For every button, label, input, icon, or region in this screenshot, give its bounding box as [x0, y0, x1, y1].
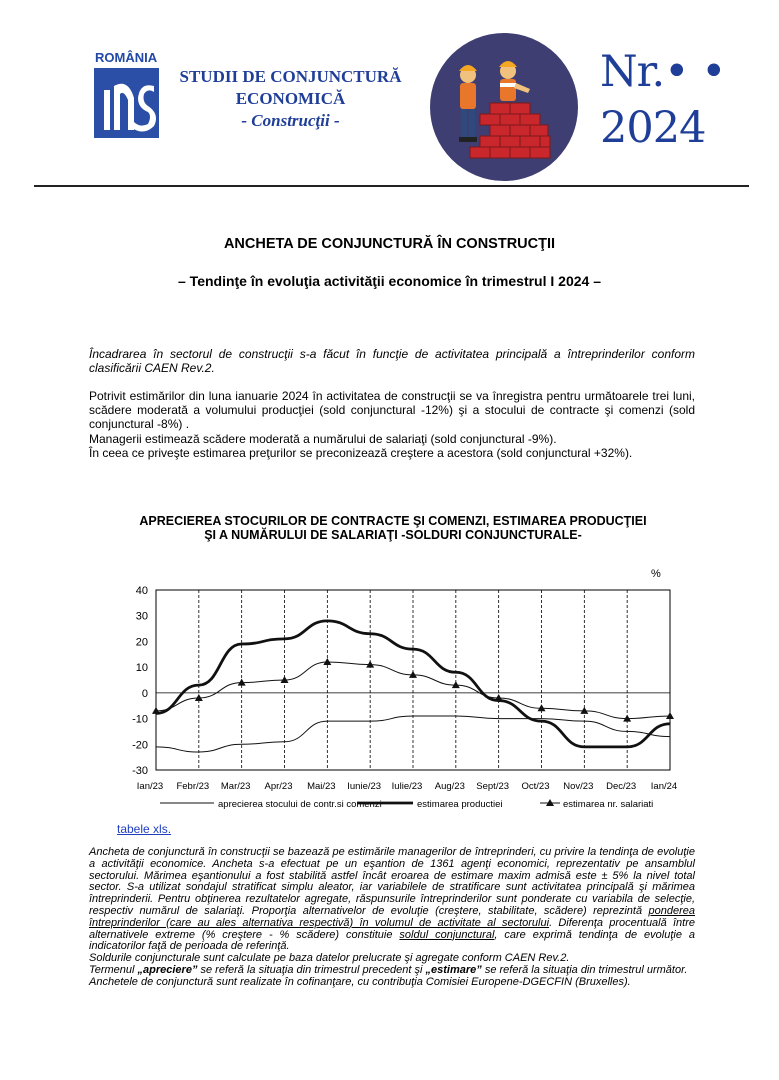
x-tick-label: Dec/23	[606, 781, 637, 792]
note-4: Anchetele de conjunctură sunt realizate în cofinanţare, cu contribuţia Comisiei Europene-DGECFIN (Bruxelles).	[89, 975, 631, 988]
brand-line-3: - Construcţii -	[241, 111, 340, 130]
x-tick-label: Mai/23	[307, 781, 336, 792]
x-tick-label: Ian/23	[136, 781, 164, 792]
paragraph-1: Potrivit estimărilor din luna ianuarie 2024 în activitatea de construcţii se va înregistra pentru următoarele trei luni, scădere moderată a volumului producţiei (sold conjunctural -12%) şi a stocului de contracte şi comenzi (sold conjunctural -8%) .	[89, 389, 695, 431]
y-tick-label: 10	[135, 662, 148, 675]
y-tick-label: -10	[132, 713, 148, 726]
ins-logo	[94, 68, 159, 138]
y-tick-label: 40	[135, 585, 148, 597]
x-tick-label: Oct/23	[521, 781, 550, 792]
note-1-text: Ancheta de conjunctură în construcţii se bazează pe estimările managerilor de întreprinderi, cu privire la tendinţa de evoluţie a activităţii economice. Ancheta s-a efectuat pe un eşantion de 1361 agenţi economici, reprezentativ pe ansamblul sectorului. Mărimea eşantionului a fost stabilită astfel încât eroarea de estimare maxim admisă este ± 5% la nivel total sector. S-a utilizat sondajul stratificat simplu aleator, iar variabilele de stratificare sunt activitatea principală şi mărimea întreprinderii. Pentru obţinerea rezultatelor agregate, răspunsurile întreprinderilor sunt ponderate cu variabila de selecţie, respectiv numărul de salariaţi. Proporţia alternativelor de evoluţie (creştere, stabilitate, scădere) reprezintă	[89, 846, 695, 917]
chart-unit-label: %	[651, 568, 661, 580]
note-1-text-c: , care exprimă tendinţa de evoluţie a indicatorilor faţă de perioada de referinţă.	[89, 928, 695, 953]
note-1-underline: ponderea întreprinderilor (care au ales alternativa respectivă) în volumul de activitate al sectorului	[89, 904, 695, 929]
series-point-marker	[666, 712, 674, 719]
x-tick-label: Ian/24	[650, 781, 678, 792]
legend-label-1: estimarea productiei	[417, 799, 503, 810]
note-1-underline-2: soldul conjunctural	[399, 928, 495, 941]
note-3-term-estimare: „estimare”	[425, 963, 482, 976]
x-tick-label: Mar/23	[220, 781, 251, 792]
note-3-e: se referă la situaţia din trimestrul următor.	[481, 963, 688, 976]
note-3	[89, 965, 695, 977]
series-point-marker	[323, 658, 331, 665]
paragraph-2: Managerii estimează scădere moderată a numărului de salariaţi (sold conjunctural -9%).	[89, 432, 557, 446]
y-tick-label: 20	[135, 636, 148, 649]
methodology-notes	[89, 847, 695, 989]
chart-title-line-1: APRECIEREA STOCURILOR DE CONTRACTE ŞI COMENZI, ESTIMAREA PRODUCŢIEI	[139, 514, 647, 528]
legend-label-0: aprecierea stocului de contr.si comenzi	[218, 799, 382, 810]
x-tick-label: Apr/23	[264, 781, 293, 792]
issue-number	[600, 44, 730, 156]
brand-line-2: ECONOMICĂ	[235, 89, 346, 108]
x-tick-label: Sept/23	[476, 781, 510, 792]
legend-label-2: estimarea nr. salariati	[563, 799, 654, 810]
x-tick-label: Nov/23	[563, 781, 594, 792]
note-1	[89, 847, 695, 953]
note-1-text-b: . Diferenţa procentuală între alternativele extreme (% creştere - % scădere) constituie	[89, 916, 695, 941]
page-title: ANCHETA DE CONJUNCTURĂ ÎN CONSTRUCŢII	[223, 236, 556, 252]
issue-year: 2024	[600, 103, 706, 153]
x-tick-label: Iunie/23	[347, 781, 382, 792]
xls-tables-link[interactable]: tabele xls.	[117, 822, 172, 836]
balance-line-chart	[0, 560, 779, 820]
y-tick-label: 30	[135, 610, 148, 623]
chart-title	[90, 514, 696, 542]
brand-block	[168, 66, 413, 132]
issue-label: Nr.• •	[600, 47, 726, 97]
chart-title-line-2: ŞI A NUMĂRULUI DE SALARIAŢI -SOLDURI CONJUNCTURALE-	[204, 528, 582, 542]
note-3-a: Termenul	[89, 963, 138, 976]
intro-text: Încadrarea în sectorul de construcţii s-a făcut în funcţie de activitatea principală a întreprinderilor conform clasificării CAEN Rev.2.	[89, 347, 695, 375]
x-tick-label: Aug/23	[434, 781, 465, 792]
country-label: ROMÂNIA	[95, 50, 158, 65]
note-3-term-apreciere: „apreciere”	[137, 963, 198, 976]
note-3-c: se referă la situaţia din trimestrul precedent şi	[197, 963, 426, 976]
paragraph-3: În ceea ce priveşte estimarea preţurilor se preconizează creştere a acestora (sold conjunctural +32%).	[89, 446, 633, 460]
note-2: Soldurile conjuncturale sunt calculate pe baza datelor prelucrate şi agregate conform CAEN Rev.2.	[89, 952, 570, 965]
page-subtitle: – Tendinţe în evoluţia activităţii economice în trimestrul I 2024 –	[178, 273, 601, 289]
x-tick-label: Iulie/23	[391, 781, 423, 792]
y-tick-label: -20	[132, 739, 148, 752]
header-divider	[34, 185, 749, 187]
construction-workers-illustration	[430, 33, 578, 181]
y-tick-label: 0	[141, 687, 148, 700]
x-tick-label: Febr/23	[176, 781, 210, 792]
brand-line-1: STUDII DE CONJUNCTURĂ	[179, 67, 402, 86]
y-tick-label: -30	[132, 765, 148, 777]
